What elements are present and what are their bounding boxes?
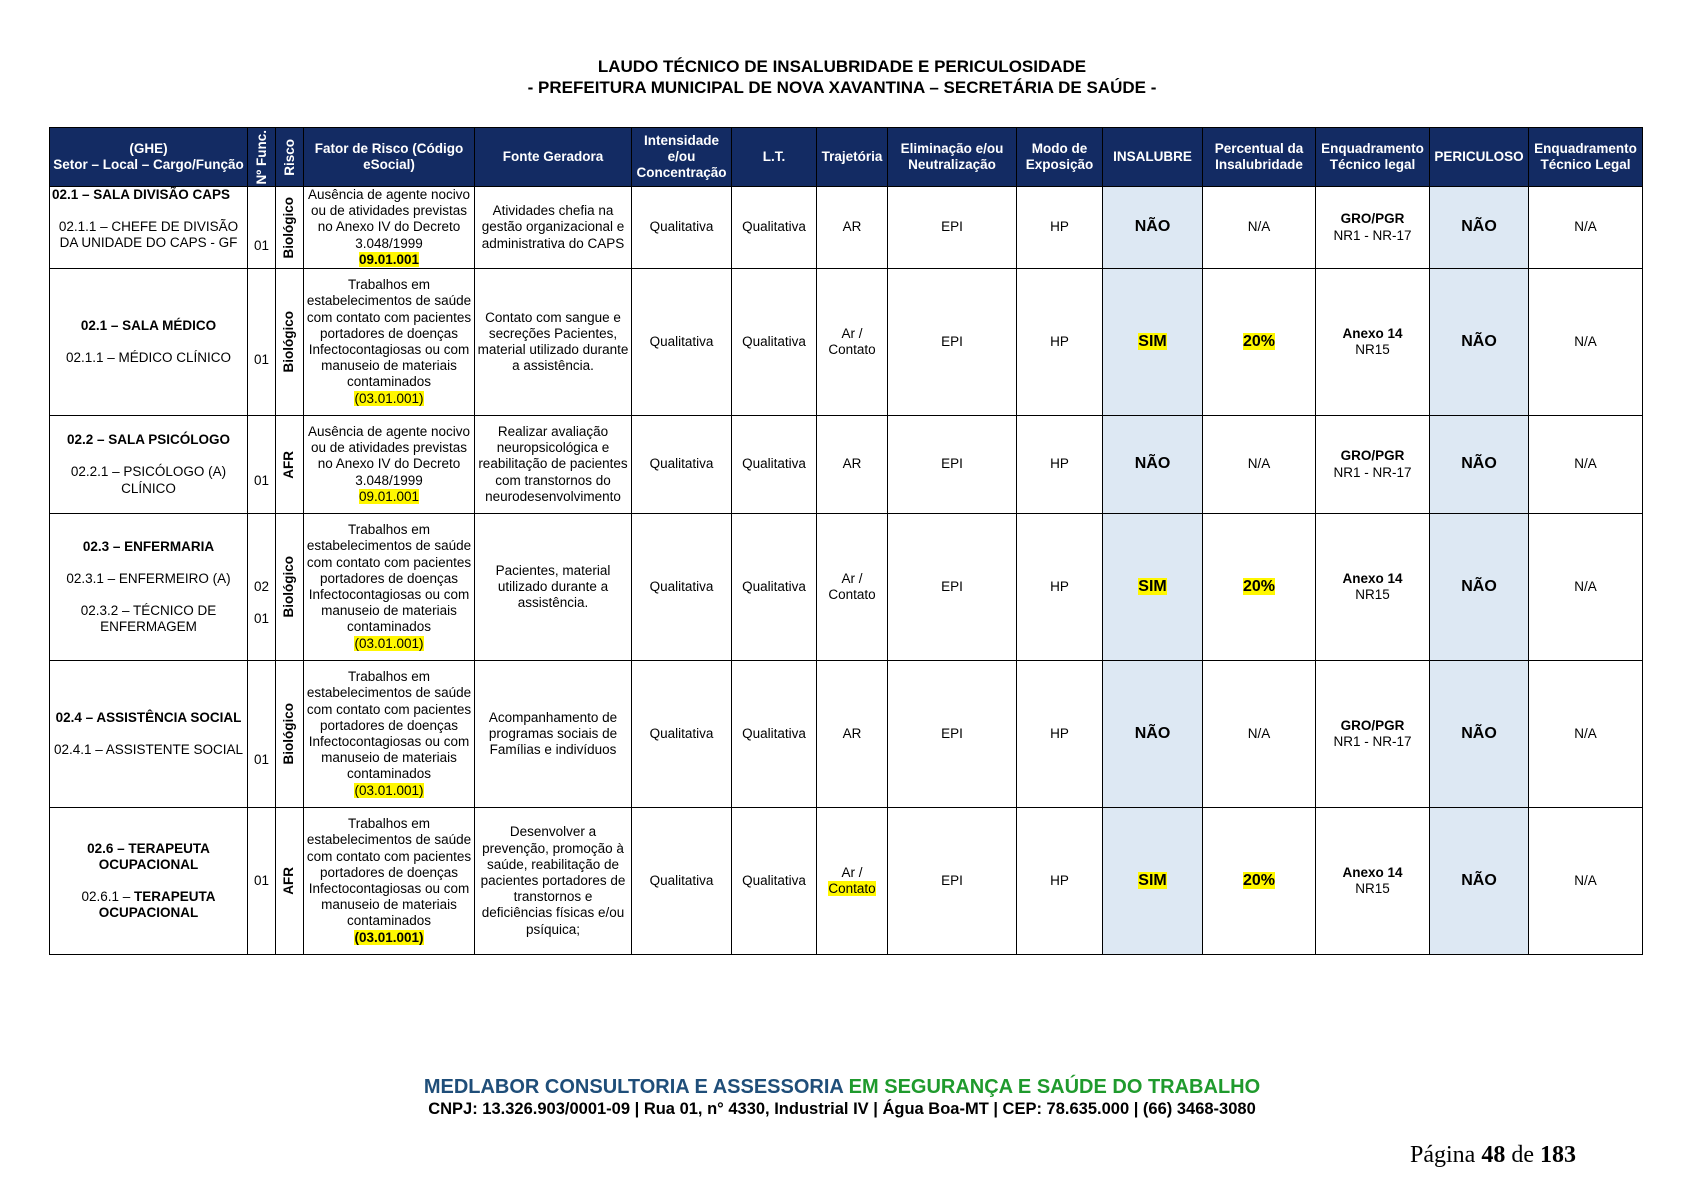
num-func-cell: 01 bbox=[248, 808, 276, 955]
col-risco: Risco bbox=[276, 128, 304, 187]
lt-cell: Qualitativa bbox=[732, 514, 817, 661]
esocial-code: (03.01.001) bbox=[354, 782, 424, 798]
fator-cell: Trabalhos em estabelecimentos de saúde com contato com pacientes portadores de doenças Infectocontagiosas ou com manuseio de materiais contaminados (03.01.001) bbox=[304, 269, 475, 416]
percentual-cell: 20% bbox=[1203, 269, 1316, 416]
periculoso-cell: NÃO bbox=[1430, 269, 1529, 416]
esocial-code: (03.01.001) bbox=[354, 929, 424, 945]
report-title: LAUDO TÉCNICO DE INSALUBRIDADE E PERICULOSIDADE bbox=[597, 57, 1087, 76]
table-row bbox=[50, 661, 1643, 808]
enquadramento-2-cell: N/A bbox=[1529, 269, 1643, 416]
enquadramento-cell: Anexo 14 NR15 bbox=[1316, 269, 1430, 416]
num-func-cell: 01 bbox=[248, 661, 276, 808]
insalubre-cell: NÃO bbox=[1103, 661, 1203, 808]
col-lt: L.T. bbox=[732, 128, 817, 187]
fator-cell: Ausência de agente nocivo ou de atividades previstas no Anexo IV do Decreto 3.048/1999 09.01.001 bbox=[304, 416, 475, 514]
percentual-cell: N/A bbox=[1203, 187, 1316, 269]
lt-cell: Qualitativa bbox=[732, 416, 817, 514]
col-fator: Fator de Risco (Código eSocial) bbox=[304, 128, 475, 187]
col-enquadramento: Enquadramento Técnico legal bbox=[1316, 128, 1430, 187]
lt-cell: Qualitativa bbox=[732, 187, 817, 269]
lt-cell: Qualitativa bbox=[732, 269, 817, 416]
ghe-cell: 02.1 – SALA MÉDICO 02.1.1 – MÉDICO CLÍNICO bbox=[50, 269, 248, 416]
footer-company-tagline: EM SEGURANÇA E SAÚDE DO TRABALHO bbox=[843, 1076, 1261, 1098]
trajetoria-cell: Ar / Contato bbox=[817, 808, 888, 955]
enquadramento-cell: GRO/PGR NR1 - NR-17 bbox=[1316, 416, 1430, 514]
table-row bbox=[50, 269, 1643, 416]
risco-cell: Biológico bbox=[276, 269, 304, 416]
col-modo: Modo de Exposição bbox=[1017, 128, 1103, 187]
table-row bbox=[50, 808, 1643, 955]
table-row bbox=[50, 187, 1643, 269]
risco-cell: AFR bbox=[276, 416, 304, 514]
modo-cell: HP bbox=[1017, 269, 1103, 416]
modo-cell: HP bbox=[1017, 416, 1103, 514]
insalubre-cell: SIM bbox=[1103, 514, 1203, 661]
ghe-cell: 02.3 – ENFERMARIA 02.3.1 – ENFERMEIRO (A) 02.3.2 – TÉCNICO DE ENFERMAGEM bbox=[50, 514, 248, 661]
modo-cell: HP bbox=[1017, 661, 1103, 808]
footer-address: CNPJ: 13.326.903/0001-09 | Rua 01, n° 4330, Industrial IV | Água Boa-MT | CEP: 78.635.000 | (66) 3468-3080 bbox=[428, 1100, 1256, 1118]
page-number: Página 48 de 183 bbox=[1410, 1142, 1576, 1168]
esocial-code: 09.01.001 bbox=[358, 251, 420, 267]
fonte-cell: Atividades chefia na gestão organizacional e administrativa do CAPS bbox=[475, 187, 632, 269]
num-func-cell: 01 bbox=[248, 187, 276, 269]
col-insalubre: INSALUBRE bbox=[1103, 128, 1203, 187]
intensidade-cell: Qualitativa bbox=[632, 514, 732, 661]
intensidade-cell: Qualitativa bbox=[632, 661, 732, 808]
intensidade-cell: Qualitativa bbox=[632, 416, 732, 514]
eliminacao-cell: EPI bbox=[888, 661, 1017, 808]
col-periculoso: PERICULOSO bbox=[1430, 128, 1529, 187]
col-num-func: Nº Func. bbox=[248, 128, 276, 187]
periculoso-cell: NÃO bbox=[1430, 187, 1529, 269]
report-subtitle: - PREFEITURA MUNICIPAL DE NOVA XAVANTINA – SECRETÁRIA DE SAÚDE - bbox=[527, 78, 1157, 97]
percentual-cell: N/A bbox=[1203, 661, 1316, 808]
num-func-cell: 02 01 bbox=[248, 514, 276, 661]
fonte-cell: Realizar avaliação neuropsicológica e reabilitação de pacientes com transtornos do neurodesenvolvimento bbox=[475, 416, 632, 514]
intensidade-cell: Qualitativa bbox=[632, 187, 732, 269]
enquadramento-cell: Anexo 14 NR15 bbox=[1316, 808, 1430, 955]
insalubre-cell: SIM bbox=[1103, 269, 1203, 416]
esocial-code: 09.01.001 bbox=[358, 488, 420, 504]
col-trajetoria: Trajetória bbox=[817, 128, 888, 187]
periculoso-cell: NÃO bbox=[1430, 808, 1529, 955]
col-intensidade: Intensidade e/ou Concentração bbox=[632, 128, 732, 187]
enquadramento-cell: GRO/PGR NR1 - NR-17 bbox=[1316, 187, 1430, 269]
percentual-cell: N/A bbox=[1203, 416, 1316, 514]
enquadramento-cell: GRO/PGR NR1 - NR-17 bbox=[1316, 661, 1430, 808]
periculoso-cell: NÃO bbox=[1430, 514, 1529, 661]
eliminacao-cell: EPI bbox=[888, 514, 1017, 661]
eliminacao-cell: EPI bbox=[888, 416, 1017, 514]
fator-cell: Trabalhos em estabelecimentos de saúde com contato com pacientes portadores de doenças Infectocontagiosas ou com manuseio de materiais contaminados (03.01.001) bbox=[304, 808, 475, 955]
footer-company-name: MEDLABOR CONSULTORIA E ASSESSORIA bbox=[423, 1076, 844, 1098]
risco-cell: Biológico bbox=[276, 514, 304, 661]
risco-cell: Biológico bbox=[276, 661, 304, 808]
enquadramento-2-cell: N/A bbox=[1529, 808, 1643, 955]
ghe-cell: 02.2 – SALA PSICÓLOGO 02.2.1 – PSICÓLOGO (A) CLÍNICO bbox=[50, 416, 248, 514]
risco-cell: Biológico bbox=[276, 187, 304, 269]
footer-company bbox=[0, 1075, 1684, 1099]
trajetoria-cell: Ar / Contato bbox=[817, 269, 888, 416]
col-fonte: Fonte Geradora bbox=[475, 128, 632, 187]
table-header-row bbox=[50, 128, 1643, 187]
enquadramento-2-cell: N/A bbox=[1529, 514, 1643, 661]
col-percentual: Percentual da Insalubridade bbox=[1203, 128, 1316, 187]
col-ghe: (GHE) Setor – Local – Cargo/Função bbox=[50, 128, 248, 187]
insalubre-cell: NÃO bbox=[1103, 187, 1203, 269]
modo-cell: HP bbox=[1017, 514, 1103, 661]
eliminacao-cell: EPI bbox=[888, 269, 1017, 416]
fator-cell: Trabalhos em estabelecimentos de saúde com contato com pacientes portadores de doenças Infectocontagiosas ou com manuseio de materiais contaminados (03.01.001) bbox=[304, 514, 475, 661]
eliminacao-cell: EPI bbox=[888, 187, 1017, 269]
col-enquadramento-2: Enquadramento Técnico Legal bbox=[1529, 128, 1643, 187]
fonte-cell: Acompanhamento de programas sociais de Famílias e indivíduos bbox=[475, 661, 632, 808]
num-func-cell: 01 bbox=[248, 416, 276, 514]
fator-cell: Ausência de agente nocivo ou de atividades previstas no Anexo IV do Decreto 3.048/1999 09.01.001 bbox=[304, 187, 475, 269]
table-row bbox=[50, 416, 1643, 514]
table-row bbox=[50, 514, 1643, 661]
ghe-cell: 02.4 – ASSISTÊNCIA SOCIAL 02.4.1 – ASSISTENTE SOCIAL bbox=[50, 661, 248, 808]
risco-cell: AFR bbox=[276, 808, 304, 955]
trajetoria-cell: AR bbox=[817, 187, 888, 269]
modo-cell: HP bbox=[1017, 808, 1103, 955]
ghe-cell: 02.6 – TERAPEUTA OCUPACIONAL 02.6.1 – TERAPEUTA OCUPACIONAL bbox=[50, 808, 248, 955]
intensidade-cell: Qualitativa bbox=[632, 808, 732, 955]
ghe-cell: 02.1 – SALA DIVISÃO CAPS 02.1.1 – CHEFE DE DIVISÃO DA UNIDADE DO CAPS - GF bbox=[50, 187, 248, 269]
num-func-cell: 01 bbox=[248, 269, 276, 416]
intensidade-cell: Qualitativa bbox=[632, 269, 732, 416]
enquadramento-cell: Anexo 14 NR15 bbox=[1316, 514, 1430, 661]
enquadramento-2-cell: N/A bbox=[1529, 187, 1643, 269]
fonte-cell: Contato com sangue e secreções Pacientes, material utilizado durante a assistência. bbox=[475, 269, 632, 416]
percentual-cell: 20% bbox=[1203, 808, 1316, 955]
percentual-cell: 20% bbox=[1203, 514, 1316, 661]
periculoso-cell: NÃO bbox=[1430, 416, 1529, 514]
esocial-code: (03.01.001) bbox=[354, 635, 424, 651]
enquadramento-2-cell: N/A bbox=[1529, 661, 1643, 808]
lt-cell: Qualitativa bbox=[732, 661, 817, 808]
fonte-cell: Desenvolver a prevenção, promoção à saúde, reabilitação de pacientes portadores de transtornos e deficiências físicas e/ou psíquica; bbox=[475, 808, 632, 955]
insalubre-cell: SIM bbox=[1103, 808, 1203, 955]
fator-cell: Trabalhos em estabelecimentos de saúde com contato com pacientes portadores de doenças Infectocontagiosas ou com manuseio de materiais contaminados (03.01.001) bbox=[304, 661, 475, 808]
trajetoria-cell: Ar / Contato bbox=[817, 514, 888, 661]
lt-cell: Qualitativa bbox=[732, 808, 817, 955]
periculoso-cell: NÃO bbox=[1430, 661, 1529, 808]
trajetoria-cell: AR bbox=[817, 416, 888, 514]
risk-table bbox=[49, 127, 1643, 955]
esocial-code: (03.01.001) bbox=[354, 390, 424, 406]
fonte-cell: Pacientes, material utilizado durante a assistência. bbox=[475, 514, 632, 661]
eliminacao-cell: EPI bbox=[888, 808, 1017, 955]
insalubre-cell: NÃO bbox=[1103, 416, 1203, 514]
trajetoria-cell: AR bbox=[817, 661, 888, 808]
enquadramento-2-cell: N/A bbox=[1529, 416, 1643, 514]
col-eliminacao: Eliminação e/ou Neutralização bbox=[888, 128, 1017, 187]
modo-cell: HP bbox=[1017, 187, 1103, 269]
